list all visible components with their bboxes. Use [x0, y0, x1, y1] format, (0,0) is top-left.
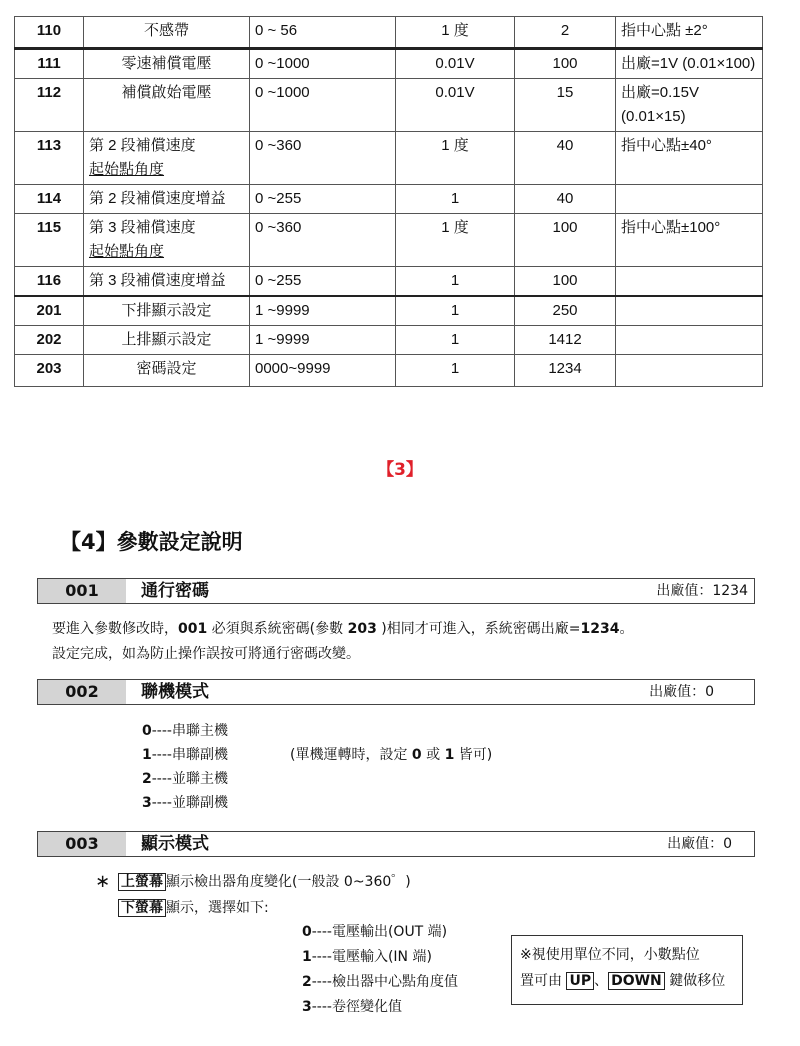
param-range: 0 ~1000 — [250, 79, 396, 132]
param-default: 100 — [515, 49, 616, 79]
param-002-side-note — [290, 743, 492, 767]
param-default: 15 — [515, 79, 616, 132]
option-text: ----電壓輸出(OUT 端) — [311, 924, 448, 940]
param-unit: 1 度 — [396, 214, 515, 267]
option-text: ----串聯副機 — [151, 747, 228, 763]
param-note — [616, 355, 763, 387]
option-text: ----並聯主機 — [151, 771, 228, 787]
list-item — [302, 945, 458, 970]
option-number: 0 — [142, 723, 152, 739]
text: 203 — [347, 621, 377, 637]
param-number: 114 — [15, 185, 84, 214]
param-001-header — [37, 578, 755, 604]
text: 001 — [178, 621, 208, 637]
param-default: 2 — [515, 17, 616, 49]
param-name — [84, 132, 250, 185]
option-number: 1 — [142, 747, 152, 763]
param-unit: 0.01V — [396, 79, 515, 132]
param-name-line2: 起始點角度 — [89, 243, 165, 260]
list-item — [302, 970, 458, 995]
param-range: 0 ~255 — [250, 185, 396, 214]
param-note: 指中心點 ±2° — [616, 17, 763, 49]
param-number: 111 — [15, 49, 84, 79]
param-note: 出廠=0.15V (0.01×15) — [616, 79, 763, 132]
param-number: 203 — [15, 355, 84, 387]
lower-screen-label: 下螢幕 — [118, 899, 166, 917]
param-default: 40 — [515, 185, 616, 214]
param-unit: 1 — [396, 296, 515, 326]
param-unit: 1 — [396, 185, 515, 214]
text: 鍵做移位 — [664, 973, 726, 989]
table-row — [15, 49, 763, 79]
param-range: 0000~9999 — [250, 355, 396, 387]
param-default: 1234 — [515, 355, 616, 387]
page-marker: 【3】 — [377, 460, 423, 480]
param-range: 0 ~360 — [250, 132, 396, 185]
text: 皆可) — [454, 747, 493, 763]
table-row — [15, 296, 763, 326]
text: (單機運轉時，設定 — [290, 747, 412, 763]
param-default: 250 — [515, 296, 616, 326]
param-name — [84, 214, 250, 267]
param-number: 113 — [15, 132, 84, 185]
param-default: 1412 — [515, 326, 616, 355]
param-unit: 1 度 — [396, 17, 515, 49]
param-unit: 1 — [396, 355, 515, 387]
upper-screen-text: 顯示檢出器角度變化(一般設 0~360゜) — [166, 874, 411, 890]
option-number: 3 — [142, 795, 152, 811]
table-row — [15, 185, 763, 214]
decimal-point-note-box — [511, 935, 743, 1005]
table-row — [15, 326, 763, 355]
list-item — [142, 791, 228, 815]
param-code: 003 — [38, 832, 126, 856]
param-note: 指中心點±40° — [616, 132, 763, 185]
option-text: ----電壓輸入(IN 端) — [311, 949, 432, 965]
parameter-table — [14, 16, 763, 387]
text: 、 — [594, 973, 609, 989]
note-line1: ※視使用單位不同，小數點位 — [520, 947, 700, 963]
param-name: 第 2 段補償速度增益 — [84, 185, 250, 214]
param-code: 002 — [38, 680, 126, 704]
table-row — [15, 79, 763, 132]
table-row — [15, 267, 763, 297]
param-number: 202 — [15, 326, 84, 355]
list-item — [142, 719, 228, 743]
param-number: 201 — [15, 296, 84, 326]
param-default: 40 — [515, 132, 616, 185]
param-note — [616, 326, 763, 355]
factory-default: 出廠值：0 — [649, 684, 714, 700]
param-name-line2: 起始點角度 — [89, 161, 165, 178]
param-number: 116 — [15, 267, 84, 297]
factory-default: 出廠值：1234 — [656, 583, 748, 599]
option-number: 2 — [142, 771, 152, 787]
param-number: 112 — [15, 79, 84, 132]
param-default: 100 — [515, 267, 616, 297]
note-line2 — [520, 968, 734, 994]
table-row — [15, 355, 763, 387]
param-note — [616, 267, 763, 297]
param-number: 115 — [15, 214, 84, 267]
param-range: 1 ~9999 — [250, 326, 396, 355]
down-key-label: DOWN — [608, 972, 665, 990]
text: 1 — [444, 747, 455, 763]
param-name: 下排顯示設定 — [84, 296, 250, 326]
param-name: 密碼設定 — [84, 355, 250, 387]
param-default: 100 — [515, 214, 616, 267]
text: 1234 — [580, 621, 620, 637]
param-range: 0 ~255 — [250, 267, 396, 297]
option-number: 1 — [302, 949, 312, 965]
param-name-line1: 第 3 段補償速度 — [89, 219, 196, 236]
text: 必須與系統密碼(參數 — [207, 621, 348, 637]
list-item — [302, 920, 458, 945]
param-name: 不感帶 — [84, 17, 250, 49]
param-name: 補償啟始電壓 — [84, 79, 250, 132]
param-number: 110 — [15, 17, 84, 49]
text: 置可由 — [520, 973, 567, 989]
option-number: 0 — [302, 924, 312, 940]
section-title: 【4】參數設定說明 — [60, 530, 243, 554]
param-003-header — [37, 831, 755, 857]
param-title: 顯示模式 — [141, 834, 209, 854]
text: 要進入參數修改時， — [52, 621, 178, 637]
lower-screen-text: 顯示，選擇如下: — [166, 900, 269, 916]
param-name: 零速補償電壓 — [84, 49, 250, 79]
table-row — [15, 17, 763, 49]
param-name: 上排顯示設定 — [84, 326, 250, 355]
param-title: 聯機模式 — [141, 682, 209, 702]
factory-default: 出廠值：0 — [667, 836, 732, 852]
param-unit: 1 — [396, 267, 515, 297]
param-note: 出廠=1V (0.01×100) — [616, 49, 763, 79]
param-001-desc-line1 — [52, 617, 633, 641]
text: 0 — [411, 747, 422, 763]
param-code: 001 — [38, 579, 126, 603]
param-note: 指中心點±100° — [616, 214, 763, 267]
param-unit: 1 — [396, 326, 515, 355]
list-item — [142, 743, 228, 767]
upper-screen-line — [118, 870, 411, 894]
param-range: 0 ~ 56 — [250, 17, 396, 49]
upper-screen-label: 上螢幕 — [118, 873, 166, 891]
param-name-line1: 第 2 段補償速度 — [89, 137, 196, 154]
param-unit: 1 度 — [396, 132, 515, 185]
param-002-header — [37, 679, 755, 705]
text: )相同才可進入，系統密碼出廠= — [376, 621, 581, 637]
option-text: ----檢出器中心點角度值 — [311, 974, 458, 990]
text: 。 — [619, 621, 634, 637]
option-text: ----串聯主機 — [151, 723, 228, 739]
param-range: 0 ~360 — [250, 214, 396, 267]
option-number: 2 — [302, 974, 312, 990]
text: 或 — [421, 747, 445, 763]
option-number: 3 — [302, 999, 312, 1015]
list-item — [142, 767, 228, 791]
param-unit: 0.01V — [396, 49, 515, 79]
lower-screen-line — [118, 896, 269, 920]
up-key-label: UP — [566, 972, 594, 990]
param-001-desc-line2: 設定完成，如為防止操作誤按可將通行密碼改變。 — [52, 646, 360, 662]
asterisk-mark: ∗ — [95, 871, 111, 892]
param-003-options — [302, 920, 458, 1020]
table-row — [15, 132, 763, 185]
param-range: 1 ~9999 — [250, 296, 396, 326]
list-item — [302, 995, 458, 1020]
option-text: ----並聯副機 — [151, 795, 228, 811]
table-row — [15, 214, 763, 267]
option-text: ----卷徑變化值 — [311, 999, 402, 1015]
param-002-options — [142, 719, 228, 815]
param-title: 通行密碼 — [141, 581, 209, 601]
param-name: 第 3 段補償速度增益 — [84, 267, 250, 297]
param-range: 0 ~1000 — [250, 49, 396, 79]
param-note — [616, 296, 763, 326]
param-note — [616, 185, 763, 214]
